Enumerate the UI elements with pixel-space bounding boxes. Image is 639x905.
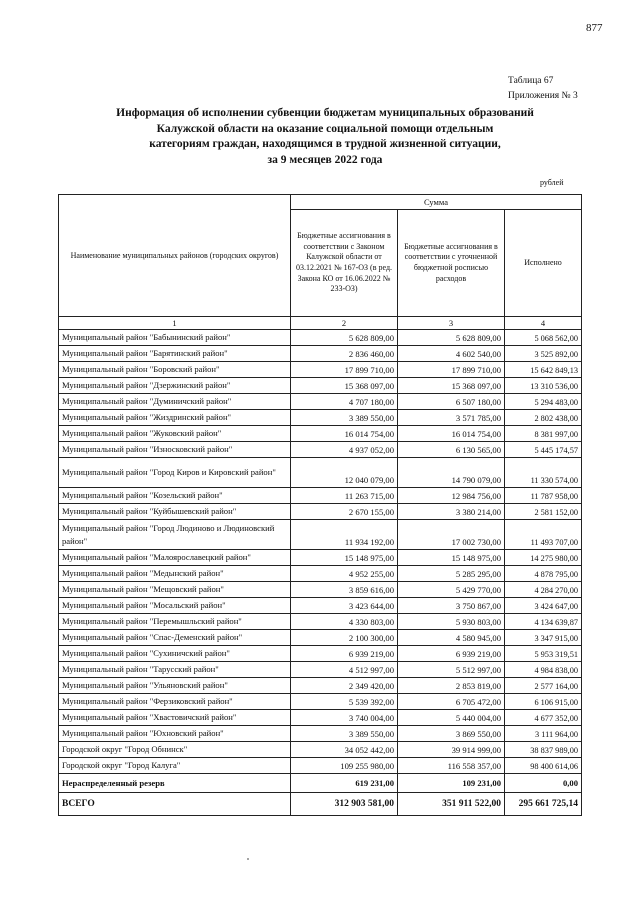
revised-amount: 3 571 785,00 bbox=[398, 410, 505, 426]
executed-amount: 4 134 639,87 bbox=[505, 614, 582, 630]
municipality-name: Муниципальный район "Жуковский район" bbox=[59, 426, 291, 442]
revised-amount: 3 380 214,00 bbox=[398, 504, 505, 520]
revised-amount: 4 580 945,00 bbox=[398, 630, 505, 646]
scan-speck bbox=[247, 858, 249, 860]
municipality-name: Муниципальный район "Город Киров и Кировский район" bbox=[59, 458, 291, 488]
table-row bbox=[59, 378, 582, 394]
approved-amount: 16 014 754,00 bbox=[291, 426, 398, 442]
revised-amount: 3 750 867,00 bbox=[398, 598, 505, 614]
revised-amount: 16 014 754,00 bbox=[398, 426, 505, 442]
total-label: ВСЕГО bbox=[59, 793, 291, 816]
table-row bbox=[59, 520, 582, 550]
page-number: 877 bbox=[586, 22, 603, 34]
executed-amount: 4 284 270,00 bbox=[505, 582, 582, 598]
revised-amount: 116 558 357,00 bbox=[398, 758, 505, 774]
municipality-name: Муниципальный район "Юхновский район" bbox=[59, 726, 291, 742]
approved-amount: 3 740 004,00 bbox=[291, 710, 398, 726]
approved-amount: 3 389 550,00 bbox=[291, 410, 398, 426]
approved-amount: 3 859 616,00 bbox=[291, 582, 398, 598]
table-row bbox=[59, 678, 582, 694]
reserve-approved: 619 231,00 bbox=[291, 774, 398, 793]
approved-amount: 2 100 300,00 bbox=[291, 630, 398, 646]
executed-amount: 13 310 536,00 bbox=[505, 378, 582, 394]
reserve-executed: 0,00 bbox=[505, 774, 582, 793]
approved-amount: 4 937 052,00 bbox=[291, 442, 398, 458]
municipality-name: Муниципальный район "Спас-Деменский район" bbox=[59, 630, 291, 646]
table-row bbox=[59, 504, 582, 520]
table-row bbox=[59, 458, 582, 488]
revised-amount: 15 148 975,00 bbox=[398, 550, 505, 566]
units-label: рублей bbox=[540, 178, 564, 187]
table-row bbox=[59, 488, 582, 504]
municipality-name: Муниципальный район "Дзержинский район" bbox=[59, 378, 291, 394]
approved-amount: 4 952 255,00 bbox=[291, 566, 398, 582]
revised-amount: 5 440 004,00 bbox=[398, 710, 505, 726]
executed-amount: 15 642 849,13 bbox=[505, 362, 582, 378]
executed-amount: 4 984 838,00 bbox=[505, 662, 582, 678]
executed-amount: 3 424 647,00 bbox=[505, 598, 582, 614]
table-body bbox=[59, 330, 582, 816]
revised-amount: 5 285 295,00 bbox=[398, 566, 505, 582]
approved-amount: 11 263 715,00 bbox=[291, 488, 398, 504]
table-row bbox=[59, 410, 582, 426]
municipality-name: Муниципальный район "Сухиничский район" bbox=[59, 646, 291, 662]
total-executed: 295 661 725,14 bbox=[505, 793, 582, 816]
municipality-name: Муниципальный район "Медынский район" bbox=[59, 566, 291, 582]
municipality-name: Муниципальный район "Барятинский район" bbox=[59, 346, 291, 362]
approved-amount: 4 707 180,00 bbox=[291, 394, 398, 410]
executed-amount: 3 347 915,00 bbox=[505, 630, 582, 646]
revised-amount: 39 914 999,00 bbox=[398, 742, 505, 758]
appendix-reference: Приложения № 3 bbox=[508, 91, 578, 101]
executed-amount: 4 878 795,00 bbox=[505, 566, 582, 582]
municipality-name: Муниципальный район "Малоярославецкий район" bbox=[59, 550, 291, 566]
revised-amount: 17 899 710,00 bbox=[398, 362, 505, 378]
revised-amount: 5 512 997,00 bbox=[398, 662, 505, 678]
executed-amount: 8 381 997,00 bbox=[505, 426, 582, 442]
approved-amount: 17 899 710,00 bbox=[291, 362, 398, 378]
executed-amount: 11 787 958,00 bbox=[505, 488, 582, 504]
table-row bbox=[59, 726, 582, 742]
table-row bbox=[59, 426, 582, 442]
municipality-name: Муниципальный район "Хвастовичский район" bbox=[59, 710, 291, 726]
executed-amount: 98 400 614,06 bbox=[505, 758, 582, 774]
municipality-name: Муниципальный район "Ульяновский район" bbox=[59, 678, 291, 694]
total-approved: 312 903 581,00 bbox=[291, 793, 398, 816]
municipality-name: Муниципальный район "Износковский район" bbox=[59, 442, 291, 458]
column-number: 4 bbox=[505, 317, 582, 330]
municipality-name: Муниципальный район "Перемышльский район" bbox=[59, 614, 291, 630]
municipality-name: Городской округ "Город Калуга" bbox=[59, 758, 291, 774]
revised-amount: 4 602 540,00 bbox=[398, 346, 505, 362]
executed-amount: 11 330 574,00 bbox=[505, 458, 582, 488]
executed-amount: 2 577 164,00 bbox=[505, 678, 582, 694]
approved-amount: 5 539 392,00 bbox=[291, 694, 398, 710]
approved-amount: 15 368 097,00 bbox=[291, 378, 398, 394]
table-row bbox=[59, 566, 582, 582]
approved-amount: 109 255 980,00 bbox=[291, 758, 398, 774]
approved-amount: 3 389 550,00 bbox=[291, 726, 398, 742]
revised-amount: 3 869 550,00 bbox=[398, 726, 505, 742]
table-row bbox=[59, 346, 582, 362]
subvention-table bbox=[58, 194, 582, 816]
executed-amount: 4 677 352,00 bbox=[505, 710, 582, 726]
table-row bbox=[59, 550, 582, 566]
title-line: за 9 месяцев 2022 года bbox=[267, 153, 383, 166]
table-row bbox=[59, 330, 582, 346]
table-row bbox=[59, 362, 582, 378]
table-row bbox=[59, 694, 582, 710]
municipality-name: Муниципальный район "Боровский район" bbox=[59, 362, 291, 378]
table-row bbox=[59, 662, 582, 678]
total-row bbox=[59, 793, 582, 816]
table-row bbox=[59, 598, 582, 614]
approved-amount: 6 939 219,00 bbox=[291, 646, 398, 662]
executed-amount: 6 106 915,00 bbox=[505, 694, 582, 710]
municipality-name: Муниципальный район "Мосальский район" bbox=[59, 598, 291, 614]
revised-amount: 5 429 770,00 bbox=[398, 582, 505, 598]
table-row bbox=[59, 710, 582, 726]
executed-amount: 3 111 964,00 bbox=[505, 726, 582, 742]
approved-amount: 2 670 155,00 bbox=[291, 504, 398, 520]
revised-amount: 6 130 565,00 bbox=[398, 442, 505, 458]
revised-amount: 6 705 472,00 bbox=[398, 694, 505, 710]
table-row bbox=[59, 646, 582, 662]
municipality-name: Муниципальный район "Думиничский район" bbox=[59, 394, 291, 410]
reserve-row bbox=[59, 774, 582, 793]
table-row bbox=[59, 630, 582, 646]
revised-amount: 12 984 756,00 bbox=[398, 488, 505, 504]
approved-amount: 4 330 803,00 bbox=[291, 614, 398, 630]
municipality-name: Муниципальный район "Тарусский район" bbox=[59, 662, 291, 678]
table-row bbox=[59, 614, 582, 630]
municipality-name: Муниципальный район "Ферзиковский район" bbox=[59, 694, 291, 710]
executed-header: Исполнено bbox=[505, 210, 582, 317]
approved-amount: 4 512 997,00 bbox=[291, 662, 398, 678]
municipality-name: Муниципальный район "Город Людиново и Людиновский район" bbox=[59, 520, 291, 550]
executed-amount: 38 837 989,00 bbox=[505, 742, 582, 758]
revised-amount: 6 939 219,00 bbox=[398, 646, 505, 662]
municipality-name: Муниципальный район "Мещовский район" bbox=[59, 582, 291, 598]
sum-header: Сумма bbox=[291, 195, 582, 210]
executed-amount: 5 953 319,51 bbox=[505, 646, 582, 662]
executed-amount: 3 525 892,00 bbox=[505, 346, 582, 362]
executed-amount: 2 581 152,00 bbox=[505, 504, 582, 520]
column-number: 2 bbox=[291, 317, 398, 330]
approved-amount: 15 148 975,00 bbox=[291, 550, 398, 566]
approved-amount: 12 040 079,00 bbox=[291, 458, 398, 488]
title-line: Информация об исполнении субвенции бюджетам муниципальных образований bbox=[116, 107, 534, 119]
table-row bbox=[59, 394, 582, 410]
title-line: категориям граждан, находящимся в трудной жизненной ситуации, bbox=[149, 138, 501, 150]
executed-amount: 2 802 438,00 bbox=[505, 410, 582, 426]
approved-amount: 11 934 192,00 bbox=[291, 520, 398, 550]
municipality-name: Муниципальный район "Жиздринский район" bbox=[59, 410, 291, 426]
approved-amount: 2 836 460,00 bbox=[291, 346, 398, 362]
revised-amount: 5 628 809,00 bbox=[398, 330, 505, 346]
revised-amount: 17 002 730,00 bbox=[398, 520, 505, 550]
revised-amount: 2 853 819,00 bbox=[398, 678, 505, 694]
municipality-name: Городской округ "Город Обнинск" bbox=[59, 742, 291, 758]
name-column-header: Наименование муниципальных районов (городских округов) bbox=[59, 195, 291, 317]
table-row bbox=[59, 582, 582, 598]
revised-amount: 15 368 097,00 bbox=[398, 378, 505, 394]
column-number: 3 bbox=[398, 317, 505, 330]
table-row bbox=[59, 758, 582, 774]
document-title bbox=[90, 106, 560, 168]
executed-amount: 14 275 980,00 bbox=[505, 550, 582, 566]
approved-amount: 34 052 442,00 bbox=[291, 742, 398, 758]
table-row bbox=[59, 442, 582, 458]
title-line: Калужской области на оказание социальной помощи отдельным bbox=[156, 122, 494, 135]
executed-amount: 11 493 707,00 bbox=[505, 520, 582, 550]
revised-amount: 6 507 180,00 bbox=[398, 394, 505, 410]
reserve-label: Нераспределенный резерв bbox=[59, 774, 291, 793]
executed-amount: 5 445 174,57 bbox=[505, 442, 582, 458]
revised-amount: 5 930 803,00 bbox=[398, 614, 505, 630]
municipality-name: Муниципальный район "Козельский район" bbox=[59, 488, 291, 504]
approved-amount: 3 423 644,00 bbox=[291, 598, 398, 614]
executed-amount: 5 068 562,00 bbox=[505, 330, 582, 346]
revised-allocations-header: Бюджетные ассигнования в соответствии с уточненной бюджетной росписью расходов bbox=[398, 210, 505, 317]
revised-amount: 14 790 079,00 bbox=[398, 458, 505, 488]
approved-allocations-header: Бюджетные ассигнования в соответствии с Законом Калужской области от 03.12.2021 № 167-ОЗ (в ред. Закона КО от 16.06.2022 № 233-ОЗ) bbox=[291, 210, 398, 317]
column-number: 1 bbox=[59, 317, 291, 330]
total-revised: 351 911 522,00 bbox=[398, 793, 505, 816]
municipality-name: Муниципальный район "Куйбышевский район" bbox=[59, 504, 291, 520]
reserve-revised: 109 231,00 bbox=[398, 774, 505, 793]
municipality-name: Муниципальный район "Бабынинский район" bbox=[59, 330, 291, 346]
approved-amount: 5 628 809,00 bbox=[291, 330, 398, 346]
executed-amount: 5 294 483,00 bbox=[505, 394, 582, 410]
approved-amount: 2 349 420,00 bbox=[291, 678, 398, 694]
table-row bbox=[59, 742, 582, 758]
table-reference: Таблица 67 bbox=[508, 76, 554, 86]
